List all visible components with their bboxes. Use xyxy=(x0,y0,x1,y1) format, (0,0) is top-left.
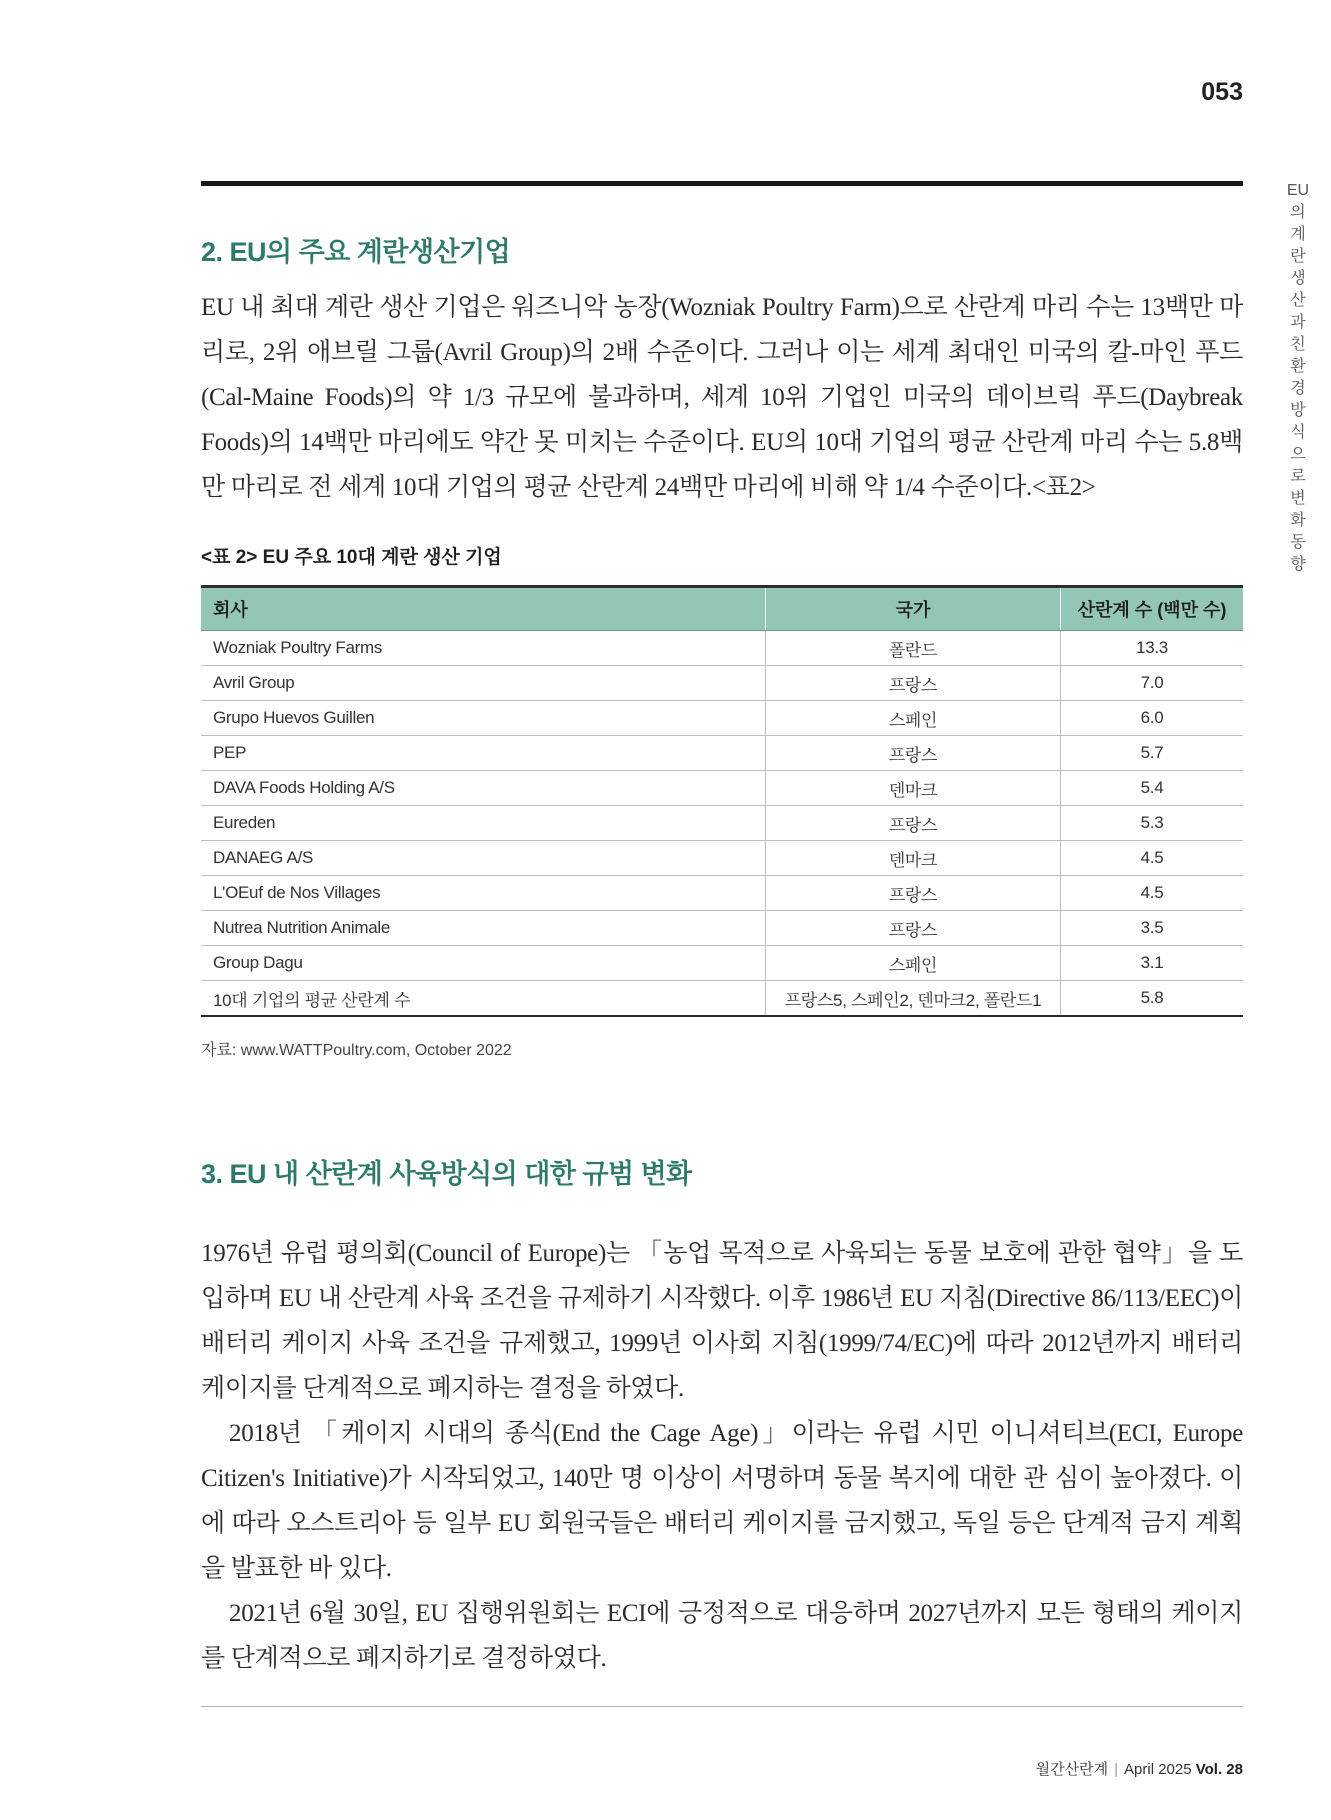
hens-cell: 4.5 xyxy=(1061,876,1244,911)
country-cell: 스페인 xyxy=(766,701,1061,736)
header-hens: 산란계 수 (백만 수) xyxy=(1061,587,1244,631)
company-cell: DAVA Foods Holding A/S xyxy=(201,771,766,806)
company-cell: 10대 기업의 평균 산란계 수 xyxy=(201,981,766,1017)
company-cell: Nutrea Nutrition Animale xyxy=(201,911,766,946)
table-row xyxy=(201,806,1243,841)
company-cell: Eureden xyxy=(201,806,766,841)
country-cell: 프랑스 xyxy=(766,876,1061,911)
magazine-name: 월간산란계 xyxy=(1035,1761,1109,1778)
table-row xyxy=(201,946,1243,981)
country-cell: 프랑스 xyxy=(766,911,1061,946)
company-cell: PEP xyxy=(201,736,766,771)
table-caption: <표 2> EU 주요 10대 계란 생산 기업 xyxy=(201,547,502,568)
table-row xyxy=(201,911,1243,946)
table-row xyxy=(201,876,1243,911)
issue-date: April 2025 xyxy=(1124,1761,1192,1778)
top-divider xyxy=(201,181,1243,186)
hens-cell: 7.0 xyxy=(1061,666,1244,701)
hens-cell: 3.5 xyxy=(1061,911,1244,946)
table-row xyxy=(201,841,1243,876)
issue-volume: Vol. 28 xyxy=(1195,1761,1243,1778)
bottom-divider xyxy=(201,1706,1243,1707)
section-2-paragraph: EU 내 최대 계란 생산 기업은 워즈니악 농장(Wozniak Poultry Farm)으로 산란계 마리 수는 13백만 마리로, 2위 애브릴 그룹(Avril Group)의 2배 수준이다. 그러나 이는 세계 최대인 미국의 칼-마인 푸드(Cal-Maine Foods)의 약 1/3 규모에 불과하며, 세계 10위 기업인 미국의 데이브릭 푸드(Daybreak Foods)의 14백만 마리에도 약간 못 미치는 수준이다. EU의 10대 기업의 평균 산란계 마리 수는 5.8백만 마리로 전 세계 10대 기업의 평균 산란계 24백만 마리에 비해 약 1/4 수준이다.<표2> xyxy=(201,294,1243,501)
company-cell: DANAEG A/S xyxy=(201,841,766,876)
egg-producers-table xyxy=(201,585,1243,1017)
country-cell: 프랑스 xyxy=(766,806,1061,841)
country-cell: 프랑스 xyxy=(766,666,1061,701)
hens-cell: 5.3 xyxy=(1061,806,1244,841)
country-cell: 덴마크 xyxy=(766,771,1061,806)
table-row xyxy=(201,771,1243,806)
company-cell: Group Dagu xyxy=(201,946,766,981)
hens-cell: 4.5 xyxy=(1061,841,1244,876)
company-cell: Wozniak Poultry Farms xyxy=(201,631,766,666)
page-number: 053 xyxy=(1201,78,1243,106)
footer-separator: | xyxy=(1114,1761,1119,1778)
table-summary-row xyxy=(201,981,1243,1017)
table-row xyxy=(201,666,1243,701)
section-3-paragraph-1: 1976년 유럽 평의회(Council of Europe)는 「농업 목적으로 사육되는 동물 보호에 관한 협약」을 도입하며 EU 내 산란계 사육 조건을 규제하기 시작했다. 이후 1986년 EU 지침(Directive 86/113/EEC)이 배터리 케이지 사육 조건을 규제했고, 1999년 이사회 지침(1999/74/EC)에 따라 2012년까지 배터리 케이지를 단계적으로 폐지하는 결정을 하였다. xyxy=(201,1240,1243,1402)
hens-cell: 5.4 xyxy=(1061,771,1244,806)
hens-cell: 5.7 xyxy=(1061,736,1244,771)
table-row xyxy=(201,736,1243,771)
hens-cell: 5.8 xyxy=(1061,981,1244,1017)
company-cell: Grupo Huevos Guillen xyxy=(201,701,766,736)
table-row xyxy=(201,631,1243,666)
table-row xyxy=(201,701,1243,736)
hens-cell: 6.0 xyxy=(1061,701,1244,736)
section-3-paragraph-2: 2018년 「케이지 시대의 종식(End the Cage Age)」이라는 유럽 시민 이니셔티브(ECI, Europe Citizen's Initiative)가 시작되었고, 140만 명 이상이 서명하며 동물 복지에 대한 관 심이 높아졌다. 이에 따라 오스트리아 등 일부 EU 회원국들은 배터리 케이지를 금지했고, 독일 등은 단계적 금지 계획을 발표한 바 있다. xyxy=(201,1420,1243,1582)
hens-cell: 13.3 xyxy=(1061,631,1244,666)
section-2-heading: 2. EU의 주요 계란생산기업 xyxy=(201,237,511,267)
country-cell: 프랑스5, 스페인2, 덴마크2, 폴란드1 xyxy=(766,981,1061,1017)
company-cell: L'OEuf de Nos Villages xyxy=(201,876,766,911)
country-cell: 덴마크 xyxy=(766,841,1061,876)
header-country: 국가 xyxy=(766,587,1061,631)
company-cell: Avril Group xyxy=(201,666,766,701)
country-cell: 스페인 xyxy=(766,946,1061,981)
section-3-heading: 3. EU 내 산란계 사육방식의 대한 규범 변화 xyxy=(201,1159,692,1189)
section-3-paragraph-3: 2021년 6월 30일, EU 집행위원회는 ECI에 긍정적으로 대응하며 2027년까지 모든 형태의 케이지를 단계적으로 폐지하기로 결정하였다. xyxy=(201,1600,1243,1672)
article-content xyxy=(201,230,1243,1681)
header-company: 회사 xyxy=(201,587,766,631)
page-footer xyxy=(1036,1758,1243,1779)
table-header-row xyxy=(201,587,1243,631)
country-cell: 프랑스 xyxy=(766,736,1061,771)
side-running-title: EU의 계란 생산과 친환경 방식으로 변화 동향 xyxy=(1286,182,1311,573)
table-source-note: 자료: www.WATTPoultry.com, October 2022 xyxy=(201,1042,512,1059)
hens-cell: 3.1 xyxy=(1061,946,1244,981)
country-cell: 폴란드 xyxy=(766,631,1061,666)
